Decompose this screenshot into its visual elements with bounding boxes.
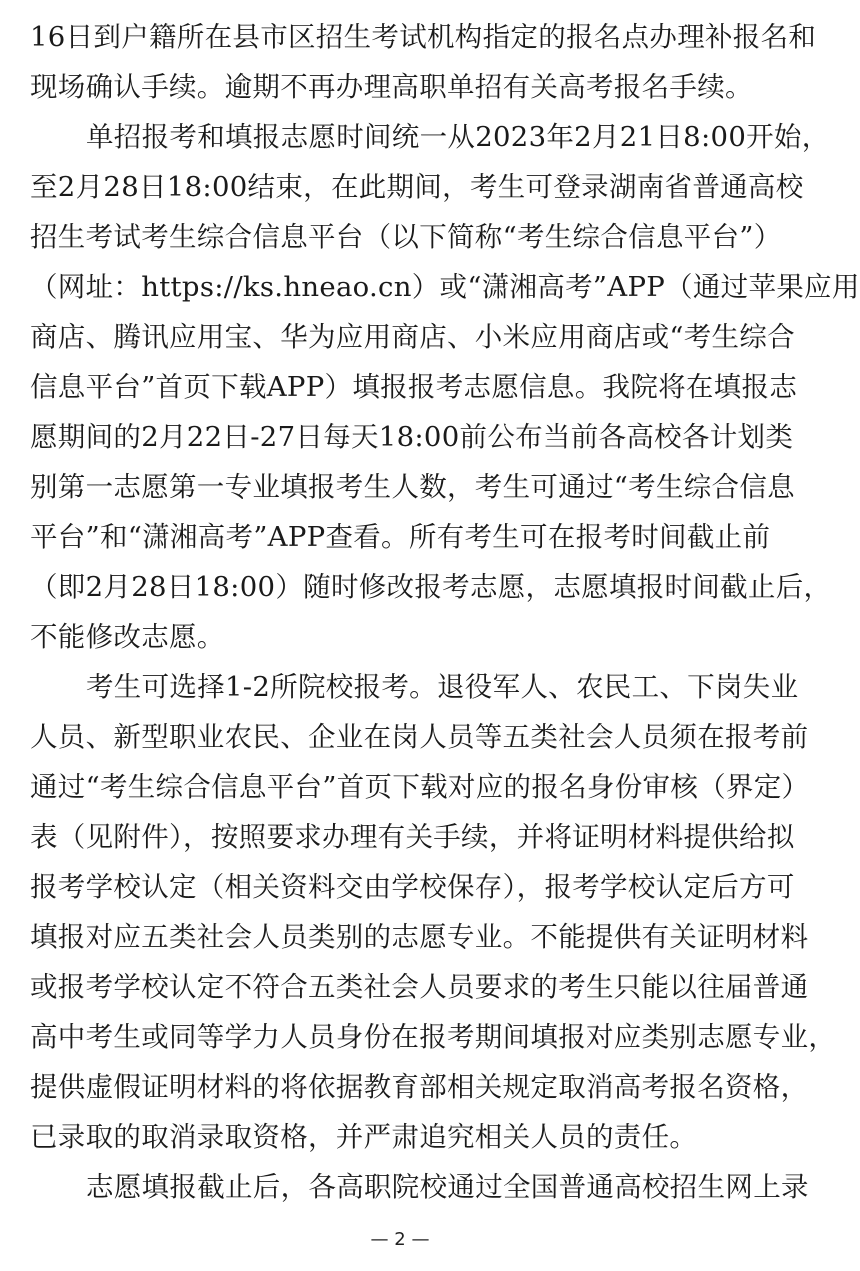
- text-line: 别第一志愿第一专业填报考生人数，考生可通过“考生综合信息: [30, 471, 795, 503]
- page-number: — 2 —: [370, 1229, 430, 1250]
- text-line: 高中考生或同等学力人员身份在报考期间填报对应类别志愿专业，: [30, 1021, 837, 1053]
- text-line: 商店、腾讯应用宝、华为应用商店、小米应用商店或“考生综合: [30, 321, 795, 353]
- text-line: 提供虚假证明材料的将依据教育部相关规定取消高考报名资格，: [30, 1071, 809, 1103]
- text-line: 表（见附件），按照要求办理有关手续，并将证明材料提供给拟: [30, 821, 795, 853]
- text-line: 16日到户籍所在县市区招生考试机构指定的报名点办理补报名和: [30, 21, 817, 53]
- text-line: 招生考试考生综合信息平台（以下简称“考生综合信息平台”）: [30, 221, 782, 253]
- text-line: 信息平台”首页下载APP）填报报考志愿信息。我院将在填报志: [30, 371, 798, 403]
- text-line: 现场确认手续。逾期不再办理高职单招有关高考报名手续。: [30, 71, 753, 103]
- text-line: 至2月28日18:00结束，在此期间，考生可登录湖南省普通高校: [30, 171, 804, 203]
- text-line: 单招报考和填报志愿时间统一从2023年2月21日8:00开始，: [86, 121, 830, 153]
- text-line: 考生可选择1-2所院校报考。退役军人、农民工、下岗失业: [86, 671, 799, 703]
- text-line: 人员、新型职业农民、企业在岗人员等五类社会人员须在报考前: [30, 721, 809, 753]
- text-line: 志愿填报截止后，各高职院校通过全国普通高校招生网上录: [86, 1171, 809, 1203]
- text-line: 不能修改志愿。: [30, 621, 225, 653]
- text-line: 愿期间的2月22日-27日每天18:00前公布当前各高校各计划类: [30, 421, 794, 453]
- text-line: 平台”和“潇湘高考”APP查看。所有考生可在报考时间截止前: [30, 521, 771, 553]
- text-line: 已录取的取消录取资格，并严肃追究相关人员的责任。: [30, 1121, 698, 1153]
- text-line: 报考学校认定（相关资料交由学校保存），报考学校认定后方可: [30, 871, 795, 903]
- text-line: （即2月28日18:00）随时修改报考志愿，志愿填报时间截止后，: [30, 571, 832, 603]
- text-line: （网址：https://ks.hneao.cn）或“潇湘高考”APP（通过苹果应用: [30, 271, 860, 303]
- text-line: 或报考学校认定不符合五类社会人员要求的考生只能以往届普通: [30, 971, 809, 1003]
- text-line: 通过“考生综合信息平台”首页下载对应的报名身份审核（界定）: [30, 771, 810, 803]
- text-line: 填报对应五类社会人员类别的志愿专业。不能提供有关证明材料: [30, 921, 809, 953]
